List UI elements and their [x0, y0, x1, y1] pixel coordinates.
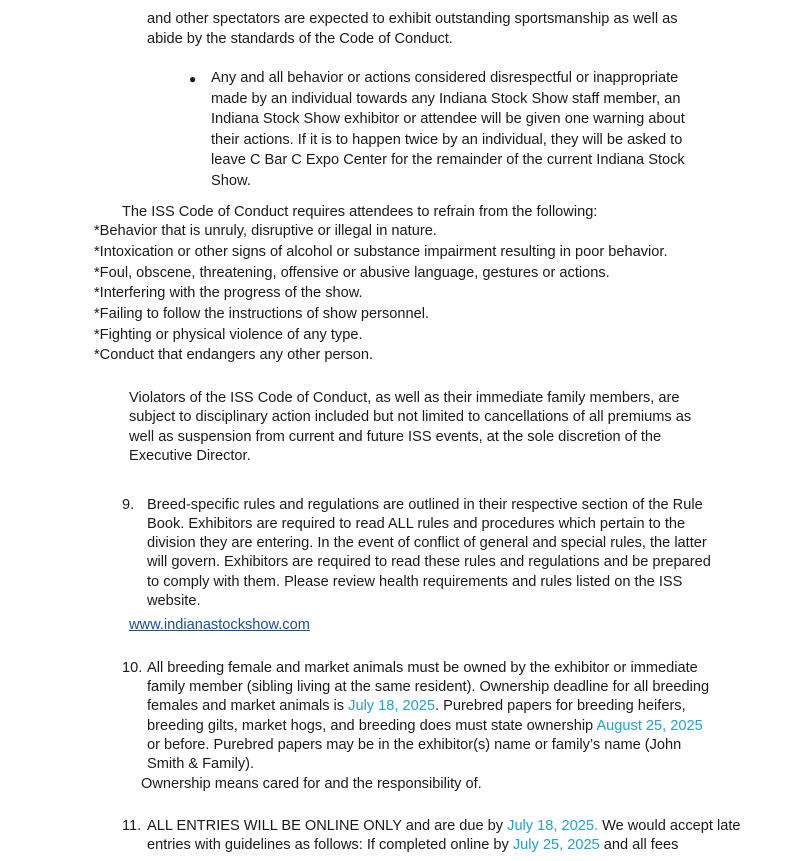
late-entries-date: July 25, 2025: [512, 837, 600, 853]
item-10-line-6: Smith & Family).: [147, 756, 255, 772]
intro-line-1: and other spectators are expected to exhibit outstanding sportsmanship as well as: [147, 11, 678, 27]
item-9-line-3: division they are entering. In the event of conflict of general and special rules, the latter: [147, 535, 707, 551]
item-10-line-4: [147, 716, 703, 736]
item-10-line-2: family member (sibling living at the same resident). Ownership deadline for all breeding: [147, 679, 710, 695]
item-9-line-2: Book. Exhibitors are required to read ALL rules and procedures which pertain to the: [147, 516, 686, 532]
conduct-item: *Failing to follow the instructions of show personnel.: [94, 306, 430, 322]
item-11-number: 11.: [122, 818, 142, 834]
violators-line-2: subject to disciplinary action included but not limited to cancellations of all premiums as: [129, 409, 692, 425]
violators-line-3: well as suspension from current and future ISS events, at the sole discretion of the: [129, 429, 662, 445]
item-10-line-5: or before. Purebred papers may be in the exhibitor(s) name or family’s name (John: [147, 737, 682, 753]
item-11-line-1-text-b: We would accept late: [598, 818, 741, 834]
item-10-line-3: [147, 696, 686, 716]
item-9-number: 9.: [122, 497, 135, 513]
warning-line-4: their actions. If it is to happen twice by an individual, they will be asked to: [211, 132, 683, 148]
violators-line-4: Executive Director.: [129, 448, 251, 464]
item-11-line-1: [147, 816, 741, 836]
item-9-line-1: Breed-specific rules and regulations are outlined in their respective section of the Rule: [147, 497, 703, 513]
purebred-papers-date: August 25, 2025: [596, 718, 703, 734]
entries-due-date: July 18, 2025.: [507, 818, 599, 834]
conduct-item: *Conduct that endangers any other person.: [94, 347, 374, 363]
conduct-item: *Foul, obscene, threatening, offensive or abusive language, gestures or actions.: [94, 265, 610, 281]
code-of-conduct-heading: The ISS Code of Conduct requires attendees to refrain from the following:: [122, 204, 598, 220]
item-10-line-3-text-a: females and market animals is: [147, 698, 349, 714]
conduct-item: *Intoxication or other signs of alcohol or substance impairment resulting in poor behavior.: [94, 244, 668, 260]
item-10-line-4-text: breeding gilts, market hogs, and breeding does must state ownership: [147, 718, 597, 734]
warning-line-6: Show.: [211, 173, 251, 189]
warning-line-2: made by an individual towards any Indiana Stock Show staff member, an: [211, 91, 681, 107]
bullet-icon: ●: [189, 72, 197, 86]
item-9-line-6: website.: [147, 593, 201, 609]
intro-line-2: abide by the standards of the Code of Conduct.: [147, 31, 453, 47]
conduct-item: *Fighting or physical violence of any type.: [94, 327, 363, 343]
item-11-line-1-text-a: ALL ENTRIES WILL BE ONLINE ONLY and are due by: [147, 818, 508, 834]
ownership-deadline-date: July 18, 2025: [348, 698, 435, 714]
conduct-item: *Behavior that is unruly, disruptive or illegal in nature.: [94, 223, 437, 239]
warning-line-1: Any and all behavior or actions considered disrespectful or inappropriate: [211, 70, 679, 86]
item-11-line-2-text-a: entries with guidelines as follows: If completed online by: [147, 837, 513, 853]
item-10-line-3-text-b: . Purebred papers for breeding heifers,: [434, 698, 686, 714]
item-10-line-1: All breeding female and market animals must be owned by the exhibitor or immediate: [147, 660, 698, 676]
warning-line-5: leave C Bar C Expo Center for the remainder of the current Indiana Stock: [211, 152, 685, 168]
item-10-number: 10.: [122, 660, 143, 676]
violators-line-1: Violators of the ISS Code of Conduct, as well as their immediate family members, are: [129, 390, 680, 406]
item-11-line-2: [147, 835, 678, 855]
item-11-line-2-text-b: and all fees: [599, 837, 679, 853]
item-9-line-5: to comply with them. Please review health requirements and rules listed on the ISS: [147, 574, 683, 590]
item-9-line-4: will govern. Exhibitors are required to read these rules and regulations and be prepared: [147, 554, 711, 570]
website-link[interactable]: www.indianastockshow.com: [129, 617, 310, 633]
ownership-note: Ownership means cared for and the responsibility of.: [141, 776, 482, 792]
conduct-item: *Interfering with the progress of the show.: [94, 285, 363, 301]
warning-line-3: Indiana Stock Show exhibitor or attendee will be given one warning about: [211, 111, 685, 127]
